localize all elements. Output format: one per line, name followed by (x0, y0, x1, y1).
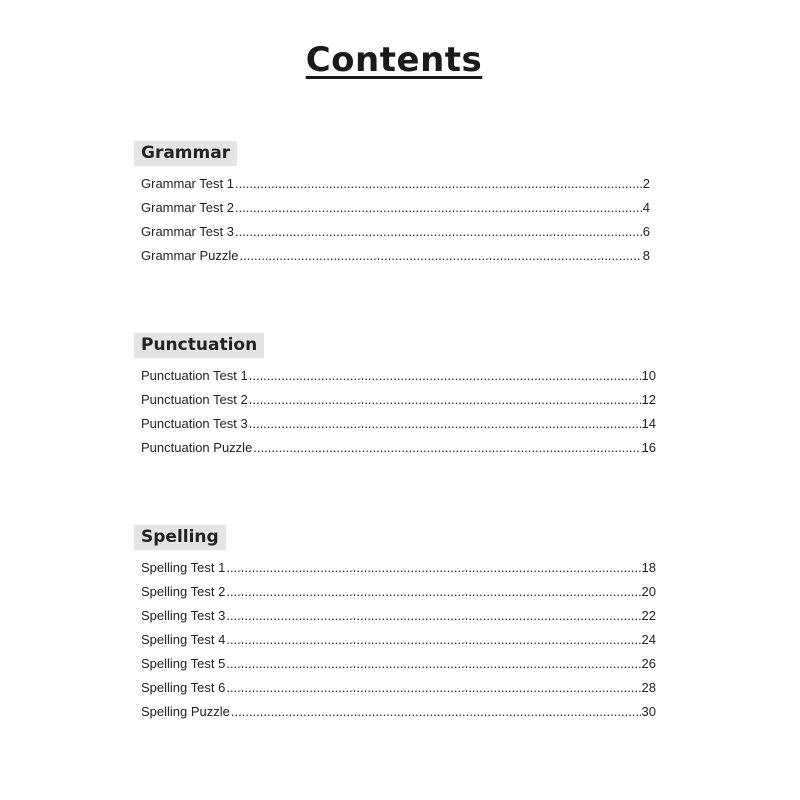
toc-entry-label: Spelling Test 5 (141, 656, 226, 671)
toc-entry-label: Spelling Test 4 (141, 632, 226, 647)
toc-entry[interactable] (141, 652, 656, 676)
section-heading: Grammar (134, 141, 237, 166)
toc-entry-label: Grammar Test 1 (141, 176, 234, 191)
toc-entry[interactable] (141, 172, 650, 196)
toc-leader-dots (253, 436, 640, 460)
toc-entry[interactable] (141, 604, 656, 628)
toc-entry-page: 18 (641, 560, 656, 575)
toc-entry[interactable] (141, 388, 656, 412)
toc-entry-page: 10 (641, 368, 656, 383)
toc-entry[interactable] (141, 244, 650, 268)
toc-entry-page: 24 (641, 632, 656, 647)
toc-list (141, 556, 656, 724)
toc-entry[interactable] (141, 580, 656, 604)
toc-entry[interactable] (141, 556, 656, 580)
toc-entry-page: 2 (642, 176, 650, 191)
section-punctuation (134, 333, 656, 460)
toc-entry-page: 20 (641, 584, 656, 599)
toc-list (141, 172, 650, 268)
toc-entry-page: 30 (641, 704, 656, 719)
toc-entry[interactable] (141, 412, 656, 436)
toc-entry-page: 16 (641, 440, 656, 455)
toc-entry[interactable] (141, 196, 650, 220)
toc-entry-page: 14 (641, 416, 656, 431)
toc-leader-dots (249, 388, 641, 412)
page-title: Contents (305, 40, 483, 80)
toc-leader-dots (226, 652, 640, 676)
section-grammar (134, 141, 650, 268)
toc-entry-label: Grammar Test 2 (141, 200, 234, 215)
toc-leader-dots (249, 364, 641, 388)
toc-entry-label: Punctuation Puzzle (141, 440, 253, 455)
toc-entry-label: Grammar Puzzle (141, 248, 239, 263)
toc-entry-label: Grammar Test 3 (141, 224, 234, 239)
toc-leader-dots (235, 196, 642, 220)
toc-entry-page: 12 (641, 392, 656, 407)
toc-entry[interactable] (141, 436, 656, 460)
toc-leader-dots (226, 676, 640, 700)
toc-leader-dots (226, 556, 640, 580)
toc-leader-dots (240, 244, 642, 268)
toc-entry-page: 28 (641, 680, 656, 695)
toc-leader-dots (249, 412, 641, 436)
toc-leader-dots (235, 220, 642, 244)
toc-entry-label: Spelling Puzzle (141, 704, 230, 719)
section-heading: Punctuation (134, 333, 264, 358)
toc-entry-page: 8 (642, 248, 650, 263)
toc-entry-page: 22 (641, 608, 656, 623)
toc-list (141, 364, 656, 460)
toc-entry[interactable] (141, 676, 656, 700)
section-heading: Spelling (134, 525, 226, 550)
toc-entry[interactable] (141, 220, 650, 244)
section-spelling (134, 525, 656, 724)
toc-leader-dots (231, 700, 641, 724)
toc-leader-dots (235, 172, 642, 196)
toc-entry[interactable] (141, 628, 656, 652)
toc-entry-label: Spelling Test 6 (141, 680, 226, 695)
toc-entry-label: Spelling Test 2 (141, 584, 226, 599)
toc-entry-page: 4 (642, 200, 650, 215)
toc-entry-label: Spelling Test 3 (141, 608, 226, 623)
toc-entry[interactable] (141, 364, 656, 388)
toc-entry-page: 6 (642, 224, 650, 239)
toc-leader-dots (226, 580, 640, 604)
toc-entry-label: Spelling Test 1 (141, 560, 226, 575)
toc-entry-label: Punctuation Test 1 (141, 368, 248, 383)
toc-entry-page: 26 (641, 656, 656, 671)
toc-leader-dots (226, 604, 640, 628)
toc-entry-label: Punctuation Test 3 (141, 416, 248, 431)
toc-entry-label: Punctuation Test 2 (141, 392, 248, 407)
toc-entry[interactable] (141, 700, 656, 724)
toc-leader-dots (226, 628, 640, 652)
